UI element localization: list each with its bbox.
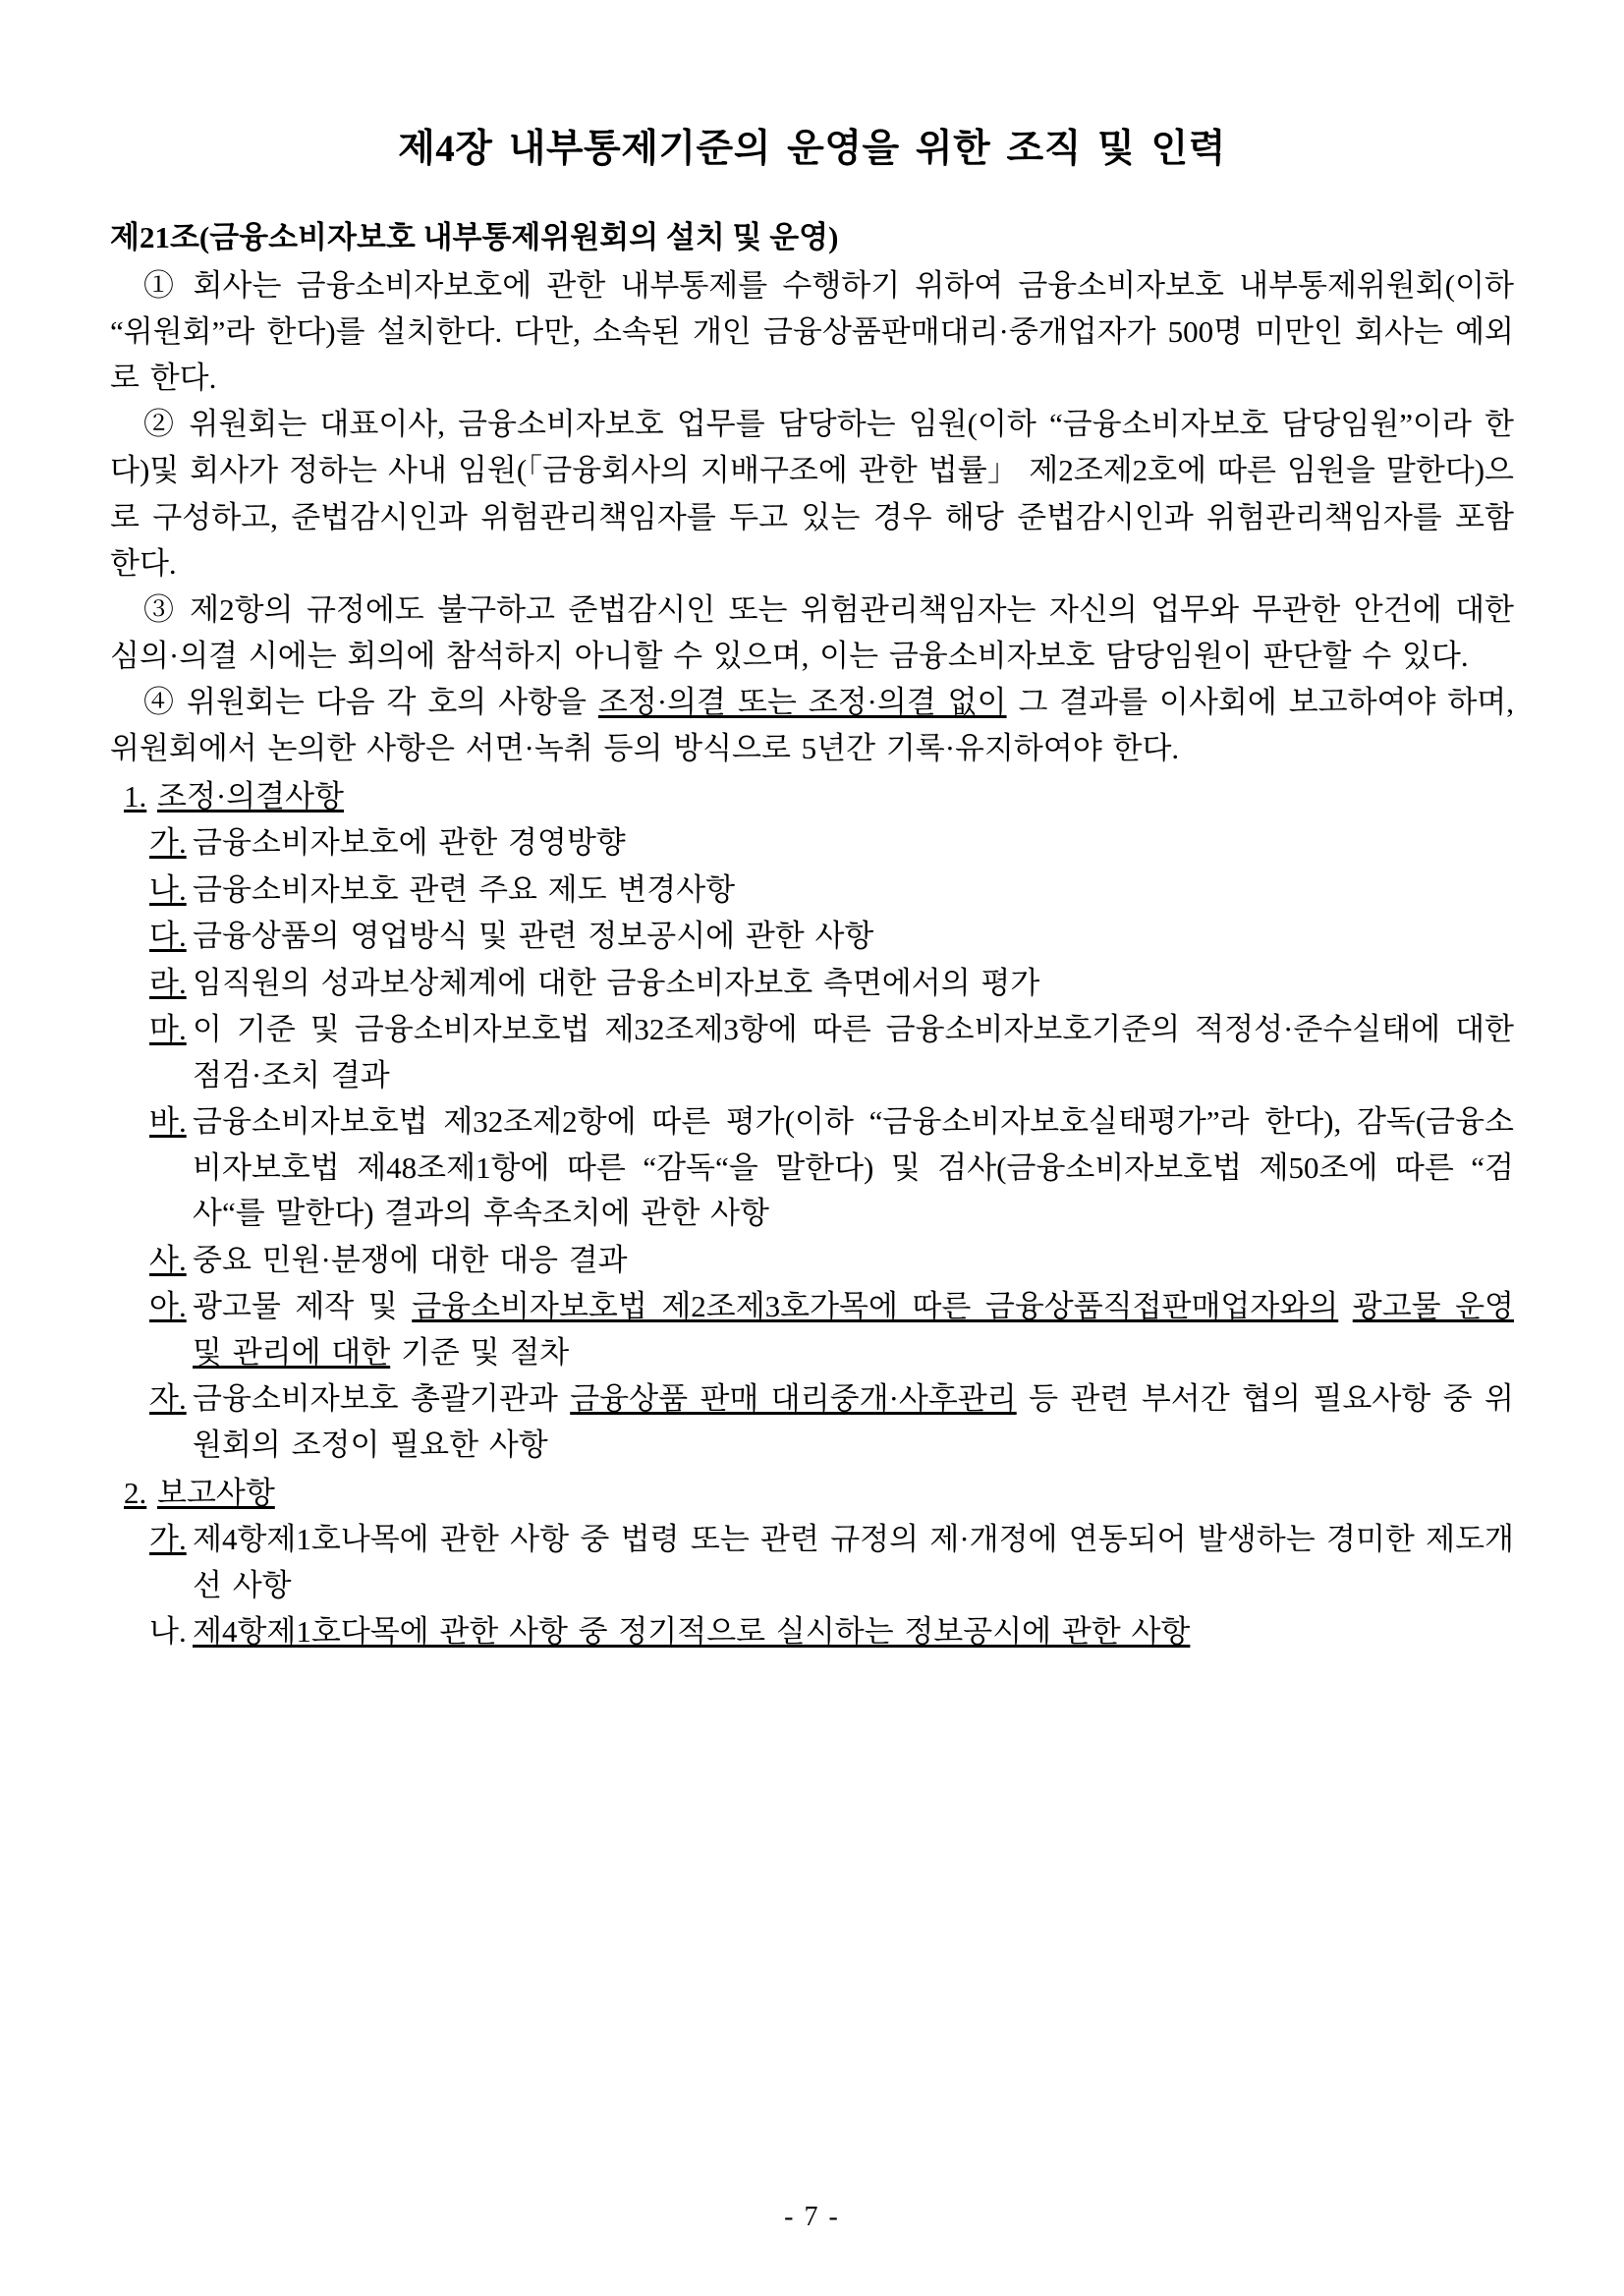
list-text: 금융소비자보호에 관한 경영방향 (193, 825, 626, 861)
list-text: 금융상품의 영업방식 및 관련 정보공시에 관한 사항 (193, 919, 874, 954)
list-marker: 2. (124, 1476, 147, 1511)
list-text (193, 1284, 1514, 1375)
paragraph-1: ① 회사는 금융소비자보호에 관한 내부통제를 수행하기 위하여 금융소비자보호 내부통제위원회(이하 “위원회”라 한다)를 설치한다. 다만, 소속된 개인 금융상품판매대리·중개업자가 500명 미만인 회사는 예외로 한다. (110, 268, 1514, 396)
list-item (110, 773, 1514, 819)
list-item (110, 961, 1514, 1007)
list-text: 임직원의 성과보상체계에 대한 금융소비자보호 측면에서의 평가 (193, 965, 1040, 1000)
list-text: 제4항제1호나목에 관한 사항 중 법령 또는 관련 규정의 제·개정에 연동되어 발생하는 경미한 제도개선 사항 (193, 1522, 1514, 1602)
list-item (110, 1238, 1514, 1284)
list-item (110, 1007, 1514, 1098)
page-title: 제4장 내부통제기준의 운영을 위한 조직 및 인력 (398, 128, 1226, 170)
paragraph-4 (110, 679, 1514, 771)
list-item (110, 868, 1514, 914)
list-text: 이 기준 및 금융소비자보호법 제32조제3항에 따른 금융소비자보호기준의 적정성·준수실태에 대한 점검·조치 결과 (193, 1012, 1514, 1092)
list-marker: 마. (149, 1012, 187, 1047)
list-item (110, 1470, 1514, 1516)
list-text (193, 1376, 1514, 1468)
list-text-underlined-2: 광고물 운영 및 관리에 대한 (193, 1289, 1514, 1370)
list-text: 금융소비자보호 관련 주요 제도 변경사항 (193, 871, 736, 907)
list-marker: 아. (149, 1289, 187, 1324)
paragraph-3: ③ 제2항의 규정에도 불구하고 준법감시인 또는 위험관리책임자는 자신의 업무와 무관한 안건에 대한 심의·의결 시에는 회의에 참석하지 아니할 수 있으며, 이는 금융소비자보호 담당임원이 판단할 수 있다. (110, 591, 1514, 673)
paragraph-4-underlined: 조정·의결 또는 조정·의결 없이 (597, 684, 1007, 719)
list-text: 제4항제1호다목에 관한 사항 중 정기적으로 실시하는 정보공시에 관한 사항 (193, 1614, 1191, 1650)
list-text-plain: 금융소비자보호 총괄기관과 (193, 1381, 571, 1417)
article-heading: 제21조(금융소비자보호 내부통제위원회의 설치 및 운영) (110, 220, 839, 254)
list-label: 조정·의결사항 (157, 779, 344, 814)
list-label: 보고사항 (157, 1476, 275, 1511)
list-item (110, 914, 1514, 960)
paragraph-4-before: ④ 위원회는 다음 각 호의 사항을 (143, 684, 598, 719)
page-number: - 7 - (784, 2202, 840, 2232)
list-item (110, 1284, 1514, 1375)
list-marker: 가. (149, 825, 187, 861)
list-marker: 사. (149, 1242, 187, 1277)
list-text-plain-2: 등 관련 부서간 협의 필요사항 중 위원회의 조정이 필요한 사항 (193, 1381, 1514, 1462)
list-marker: 나. (149, 871, 187, 907)
list-item (110, 1517, 1514, 1608)
list-marker: 라. (149, 965, 187, 1000)
list-text: 금융소비자보호법 제32조제2항에 따른 평가(이하 “금융소비자보호실태평가”라 한다), 감독(금융소비자보호법 제48조제1항에 따른 “감독“을 말한다) 및 검사(금융소비자보호법 제50조에 따른 “검사“를 말한다) 결과의 후속조치에 관한 사항 (193, 1104, 1514, 1231)
list-item (110, 1609, 1514, 1655)
list-item (110, 820, 1514, 867)
paragraph-4-after: 그 결과를 이사회에 보고하여야 하며, 위원회에서 논의한 사항은 서면·녹취 등의 방식으로 5년간 기록·유지하여야 한다. (110, 684, 1514, 766)
list-text-plain-2: 기준 및 절차 (390, 1334, 570, 1370)
list-marker: 1. (124, 779, 147, 814)
list-marker: 가. (149, 1522, 187, 1557)
list-text: 중요 민원·분쟁에 대한 대응 결과 (193, 1242, 628, 1277)
list-item (110, 1376, 1514, 1468)
list-marker: 다. (149, 919, 187, 954)
paragraph-2: ② 위원회는 대표이사, 금융소비자보호 업무를 담당하는 임원(이하 “금융소비자보호 담당임원”이라 한다)및 회사가 정하는 사내 임원(「금융회사의 지배구조에 관한 법률」 제2조제2호에 따른 임원을 말한다)으로 구성하고, 준법감시인과 위험관리책임자를 두고 있는 경우 해당 준법감시인과 위험관리책임자를 포함한다. (110, 407, 1514, 581)
list-item (110, 1099, 1514, 1237)
list-marker: 바. (149, 1104, 187, 1140)
list-marker: 자. (149, 1381, 187, 1417)
list-text-plain: 광고물 제작 및 (193, 1289, 413, 1324)
list-marker: 나. (149, 1614, 187, 1650)
list-text-underlined: 금융소비자보호법 제2조제3호가목에 따른 금융상품직접판매업자와의 (412, 1289, 1339, 1324)
list-text-underlined: 금융상품 판매 대리중개·사후관리 (570, 1381, 1017, 1417)
